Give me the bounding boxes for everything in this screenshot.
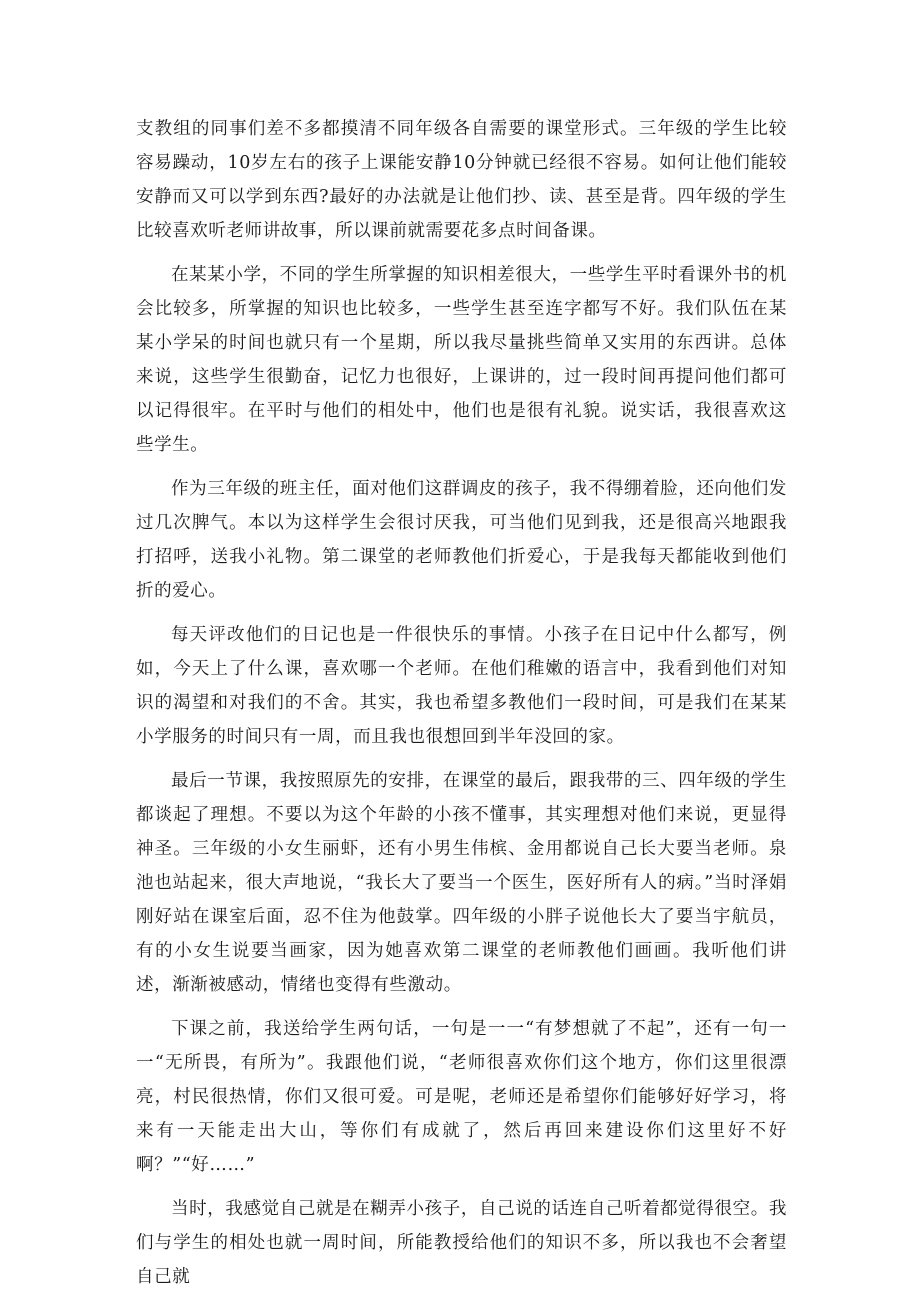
paragraph-4: 每天评改他们的日记也是一件很快乐的事情。小孩子在日记中什么都写，例如，今天上了什么课，喜欢哪一个老师。在他们稚嫩的语言中，我看到他们对知识的渴望和对我们的不舍。其实，我也希望多教他们一段时间，可是我们在某某小学服务的时间只有一周，而且我也很想回到半年没回的家。 [136,625,787,747]
paragraph-7: 当时，我感觉自己就是在糊弄小孩子，自己说的话连自己听着都觉得很空。我们与学生的相处也就一周时间，所能教授给他们的知识不多，所以我也不会奢望自己就 [136,1199,787,1287]
document-body [136,112,787,1294]
paragraph-3: 作为三年级的班主任，面对他们这群调皮的孩子，我不得绷着脸，还向他们发过几次脾气。本以为这样学生会很讨厌我，可当他们见到我，还是很高兴地跟我打招呼，送我小礼物。第二课堂的老师教他们折爱心，于是我每天都能收到他们折的爱心。 [136,479,787,601]
paragraph-5: 最后一节课，我按照原先的安排，在课堂的最后，跟我带的三、四年级的学生都谈起了理想。不要以为这个年龄的小孩不懂事，其实理想对他们来说，更显得神圣。三年级的小女生丽虾，还有小男生伟槟、金用都说自己长大要当老师。泉池也站起来，很大声地说，“我长大了要当一个医生，医好所有人的病。”当时泽娟刚好站在课室后面，忍不住为他鼓掌。四年级的小胖子说他长大了要当宇航员，有的小女生说要当画家，因为她喜欢第二课堂的老师教他们画画。我听他们讲述，渐渐被感动，情绪也变得有些激动。 [136,771,787,995]
paragraph-1: 支教组的同事们差不多都摸清不同年级各自需要的课堂形式。三年级的学生比较容易躁动，10岁左右的孩子上课能安静10分钟就已经很不容易。如何让他们能较安静而又可以学到东西?最好的办法就是让他们抄、读、甚至是背。四年级的学生比较喜欢听老师讲故事，所以课前就需要花多点时间备课。 [136,119,787,241]
paragraph-2: 在某某小学，不同的学生所掌握的知识相差很大，一些学生平时看课外书的机会比较多，所掌握的知识也比较多，一些学生甚至连字都写不好。我们队伍在某某小学呆的时间也就只有一个星期，所以我尽量挑些简单又实用的东西讲。总体来说，这些学生很勤奋，记忆力也很好，上课讲的，过一段时间再提问他们都可以记得很牢。在平时与他们的相处中，他们也是很有礼貌。说实话，我很喜欢这些学生。 [136,265,787,455]
paragraph-6: 下课之前，我送给学生两句话，一句是一一“有梦想就了不起”，还有一句一一“无所畏，有所为”。我跟他们说，“老师很喜欢你们这个地方，你们这里很漂亮，村民很热情，你们又很可爱。可是呢，老师还是希望你们能够好好学习，将来有一天能走出大山，等你们有成就了，然后再回来建设你们这里好不好啊？”“好……” [136,1019,787,1175]
